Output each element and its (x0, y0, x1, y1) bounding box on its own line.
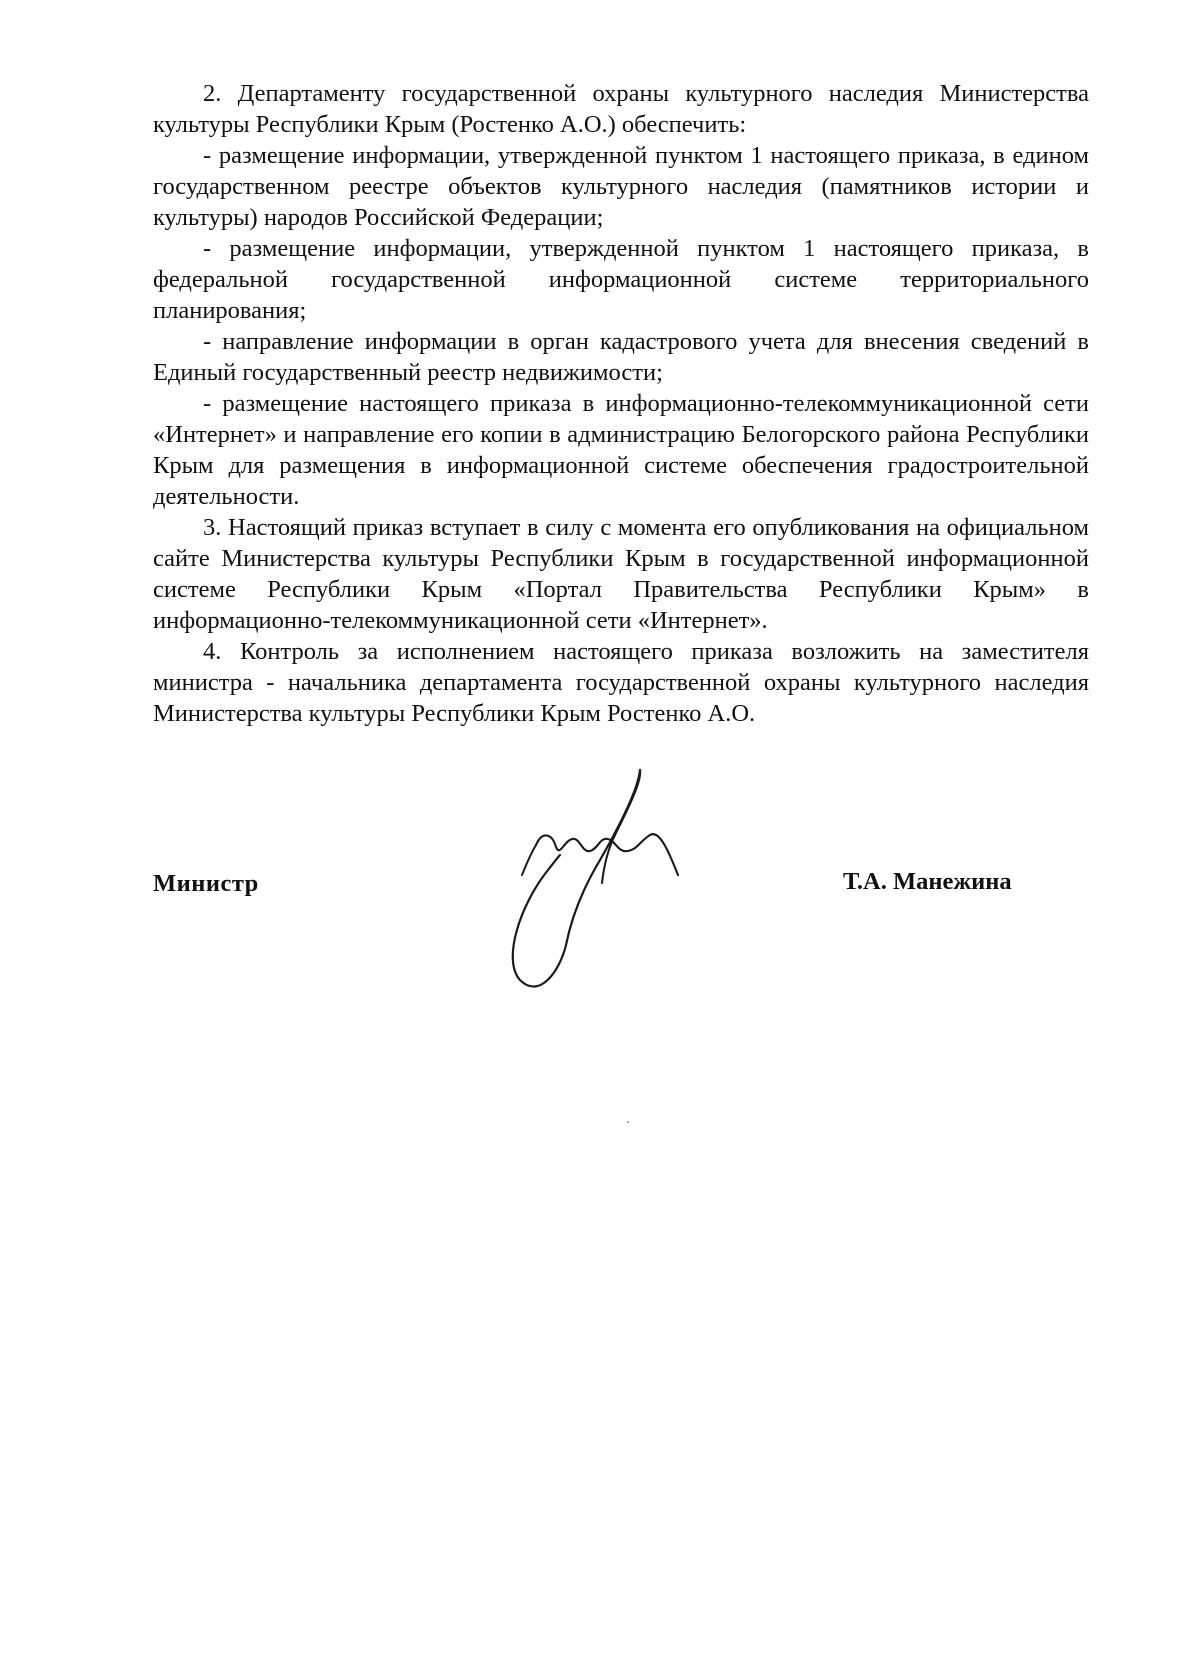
paragraph-bullet-planning-system: - размещение информации, утвержденной пунктом 1 настоящего приказа, в федеральной государственной информационной системе территориального планирования; (153, 235, 1089, 324)
paragraph-bullet-registry: - размещение информации, утвержденной пунктом 1 настоящего приказа, в едином государственном реестре объектов культурного наследия (памятников истории и культуры) народов Российской Федерации; (153, 142, 1089, 231)
paragraph-bullet-internet: - размещение настоящего приказа в информационно-телекоммуникационной сети «Интернет» и направление его копии в администрацию Белогорского района Республики Крым для размещения в информационной системе обеспечения градостроительной деятельности. (153, 390, 1089, 510)
paragraph-item-2: 2. Департаменту государственной охраны культурного наследия Министерства культуры Республики Крым (Ростенко А.О.) обеспечить: (153, 80, 1089, 138)
handwritten-signature (500, 765, 700, 1005)
signatory-name: Т.А. Манежина (843, 868, 1012, 895)
document-body (153, 78, 1089, 729)
signatory-title: Министр (153, 870, 259, 897)
paragraph-bullet-cadastral: - направление информации в орган кадастрового учета для внесения сведений в Единый государственный реестр недвижимости; (153, 328, 1089, 386)
scan-speck (627, 1121, 629, 1123)
paragraph-item-3: 3. Настоящий приказ вступает в силу с момента его опубликования на официальном сайте Министерства культуры Республики Крым в государственной информационной системе Республики Крым «Портал Правительства Республики Крым» в информационно-телекоммуникационной сети «Интернет». (153, 514, 1089, 634)
paragraph-item-4: 4. Контроль за исполнением настоящего приказа возложить на заместителя министра - начальника департамента государственной охраны культурного наследия Министерства культуры Республики Крым Ростенко А.О. (153, 638, 1089, 727)
